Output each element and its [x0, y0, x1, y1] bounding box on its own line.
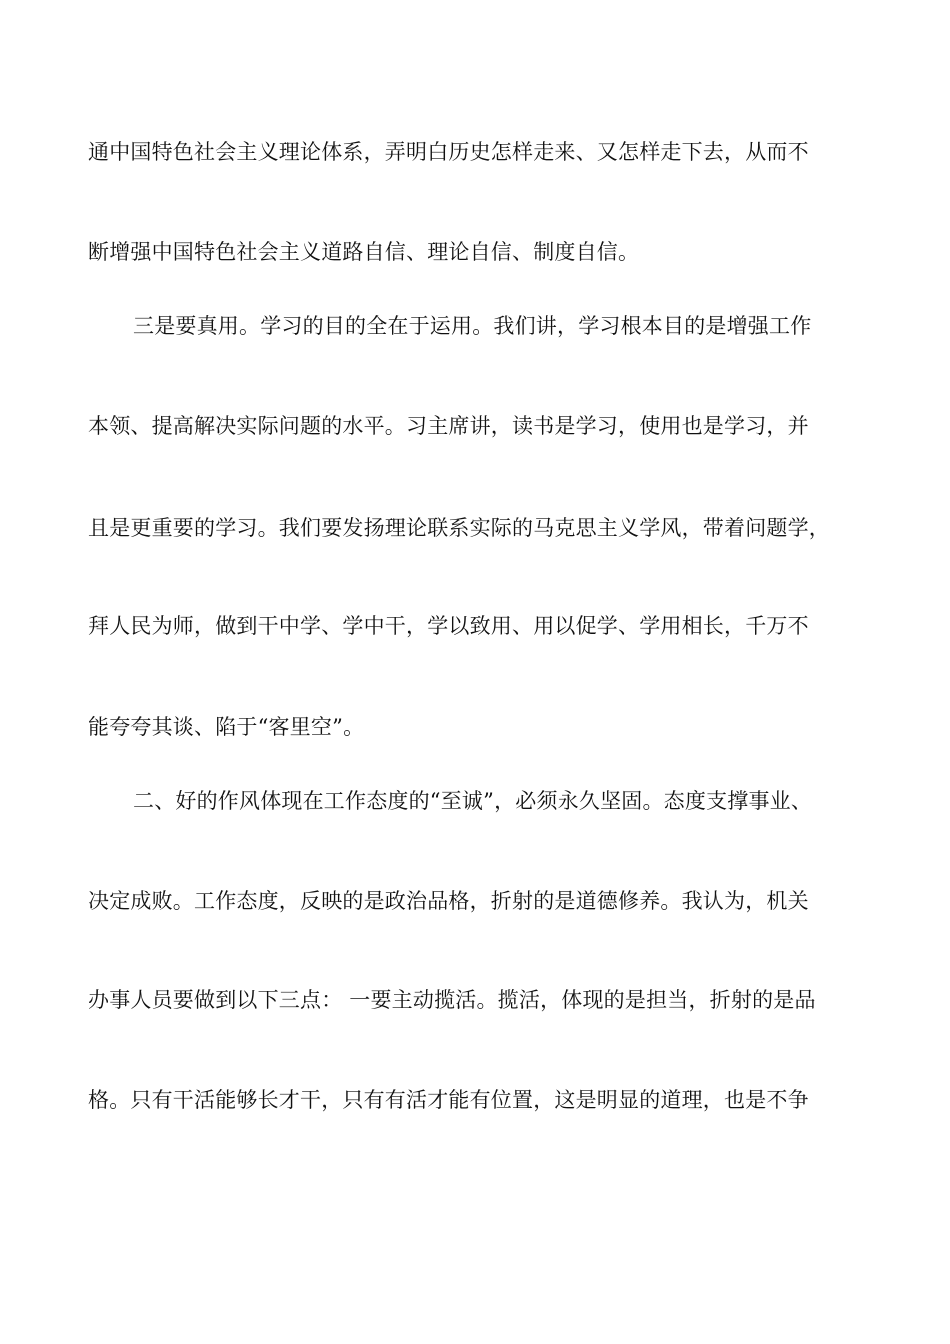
- text-line: 且是更重要的学习。我们要发扬理论联系实际的马克思主义学风，带着问题学，: [88, 516, 830, 540]
- text-line: 通中国特色社会主义理论体系，弄明白历史怎样走来、又怎样走下去，从而不: [88, 140, 809, 164]
- paragraph-start-line: 三是要真用。学习的目的全在于运用。我们讲，学习根本目的是增强工作: [133, 314, 812, 338]
- paragraph-start-line: 二、好的作风体现在工作态度的“至诚”，必须永久坚固。态度支撑事业、: [133, 789, 813, 813]
- text-line: 能夸夸其谈、陷于“客里空”。: [88, 715, 365, 739]
- text-line: 本领、提高解决实际问题的水平。习主席讲，读书是学习，使用也是学习，并: [88, 414, 809, 438]
- text-line: 决定成败。工作态度，反映的是政治品格，折射的是道德修养。我认为，机关: [88, 889, 809, 913]
- text-line: 格。只有干活能够长才干，只有有活才能有位置，这是明显的道理，也是不争: [88, 1088, 809, 1112]
- text-line: 断增强中国特色社会主义道路自信、理论自信、制度自信。: [88, 240, 640, 264]
- text-line: 办事人员要做到以下三点： 一要主动揽活。揽活，体现的是担当，折射的是品: [88, 988, 816, 1012]
- text-line: 拜人民为师，做到干中学、学中干，学以致用、用以促学、学用相长，千万不: [88, 614, 809, 638]
